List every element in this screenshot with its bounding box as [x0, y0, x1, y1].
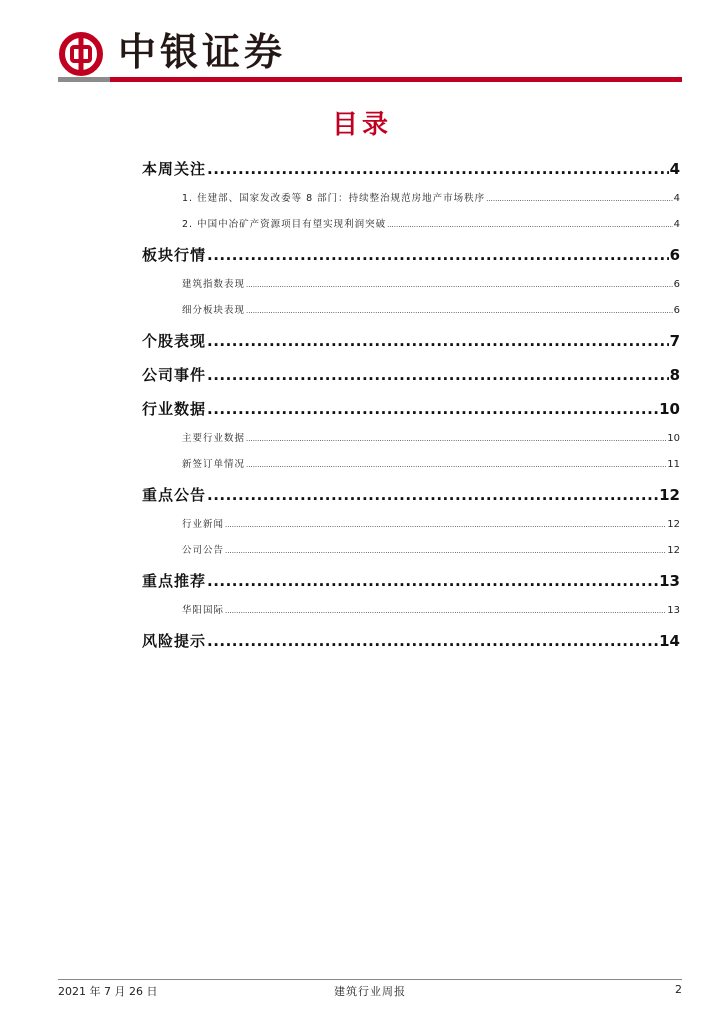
- toc-subsection-entry-label: 主要行业数据: [182, 433, 246, 444]
- toc-section-entry[interactable]: [142, 152, 680, 186]
- dot-leader: [225, 538, 666, 564]
- toc-subsection-entry-page: 4: [673, 219, 680, 230]
- toc-section-entry[interactable]: [142, 358, 680, 392]
- dot-leader: [207, 564, 658, 598]
- toc-subsection-entry-page: 11: [667, 459, 680, 470]
- toc-subsection-entry[interactable]: [142, 186, 680, 212]
- toc-subsection-entry[interactable]: [142, 272, 680, 298]
- header-rule-red: [110, 77, 682, 82]
- toc-section-entry-page: 12: [659, 486, 680, 504]
- brand-name: 中银证券: [118, 29, 287, 74]
- toc-section-entry[interactable]: [142, 624, 680, 658]
- toc-section-entry[interactable]: [142, 478, 680, 512]
- dot-leader: [246, 452, 666, 478]
- toc-section-entry-page: 14: [659, 632, 680, 650]
- toc-subsection-entry-page: 10: [667, 433, 680, 444]
- toc-title: 目录: [331, 110, 392, 140]
- footer-date: 2021 年 7 月 26 日: [58, 985, 158, 998]
- dot-leader: [246, 298, 673, 324]
- toc-section-entry-page: 7: [669, 332, 680, 350]
- header-rule-gray: [58, 77, 110, 82]
- toc-section-entry-page: 4: [669, 160, 680, 178]
- dot-leader: [207, 478, 658, 512]
- toc-subsection-entry[interactable]: [142, 212, 680, 238]
- toc-section-entry-label: 板块行情: [142, 246, 207, 264]
- dot-leader: [207, 392, 658, 426]
- toc-subsection-entry-label: 公司公告: [182, 545, 225, 556]
- toc-section-entry-label: 个股表现: [142, 332, 207, 350]
- footer-report-name: 建筑行业周报: [334, 985, 406, 998]
- dot-leader: [207, 238, 669, 272]
- toc-section-entry-label: 本周关注: [142, 160, 207, 178]
- bank-of-china-logo-icon: [58, 31, 104, 77]
- dot-leader: [246, 426, 666, 452]
- dot-leader: [225, 512, 666, 538]
- page-header: [58, 26, 682, 78]
- toc-section-entry[interactable]: [142, 392, 680, 426]
- toc-subsection-entry-label: 华阳国际: [182, 605, 225, 616]
- toc-section-entry[interactable]: [142, 324, 680, 358]
- toc-subsection-entry[interactable]: [142, 598, 680, 624]
- toc-section-entry-label: 公司事件: [142, 366, 207, 384]
- toc-section-entry-label: 重点推荐: [142, 572, 207, 590]
- dot-leader: [486, 186, 672, 212]
- footer-rule: [58, 979, 682, 980]
- toc-section-entry-page: 10: [659, 400, 680, 418]
- footer-page-number: 2: [675, 983, 682, 996]
- table-of-contents: [142, 152, 680, 658]
- toc-subsection-entry[interactable]: [142, 512, 680, 538]
- toc-subsection-entry-page: 12: [667, 519, 680, 530]
- toc-section-entry[interactable]: [142, 564, 680, 598]
- toc-section-entry-page: 6: [669, 246, 680, 264]
- toc-section-entry-page: 13: [659, 572, 680, 590]
- toc-subsection-entry-page: 6: [673, 279, 680, 290]
- toc-section-entry-label: 重点公告: [142, 486, 207, 504]
- toc-section-entry-label: 风险提示: [142, 632, 207, 650]
- page-footer: [58, 983, 682, 999]
- dot-leader: [207, 152, 669, 186]
- toc-subsection-entry-label: 新签订单情况: [182, 459, 246, 470]
- toc-subsection-entry-page: 4: [673, 193, 680, 204]
- toc-subsection-entry-label: 建筑指数表现: [182, 279, 246, 290]
- toc-subsection-entry-label: 1. 住建部、国家发改委等 8 部门：持续整治规范房地产市场秩序: [182, 193, 486, 204]
- toc-subsection-entry[interactable]: [142, 426, 680, 452]
- dot-leader: [246, 272, 673, 298]
- toc-subsection-entry-label: 行业新闻: [182, 519, 225, 530]
- toc-subsection-entry[interactable]: [142, 538, 680, 564]
- toc-section-entry-label: 行业数据: [142, 400, 207, 418]
- dot-leader: [387, 212, 673, 238]
- toc-subsection-entry[interactable]: [142, 452, 680, 478]
- toc-subsection-entry[interactable]: [142, 298, 680, 324]
- dot-leader: [207, 324, 669, 358]
- toc-subsection-entry-page: 13: [667, 605, 680, 616]
- toc-subsection-entry-page: 12: [667, 545, 680, 556]
- toc-subsection-entry-page: 6: [673, 305, 680, 316]
- dot-leader: [207, 358, 669, 392]
- toc-section-entry[interactable]: [142, 238, 680, 272]
- toc-subsection-entry-label: 2. 中国中冶矿产资源项目有望实现利润突破: [182, 219, 387, 230]
- toc-section-entry-page: 8: [669, 366, 680, 384]
- toc-subsection-entry-label: 细分板块表现: [182, 305, 246, 316]
- dot-leader: [207, 624, 658, 658]
- dot-leader: [225, 598, 666, 624]
